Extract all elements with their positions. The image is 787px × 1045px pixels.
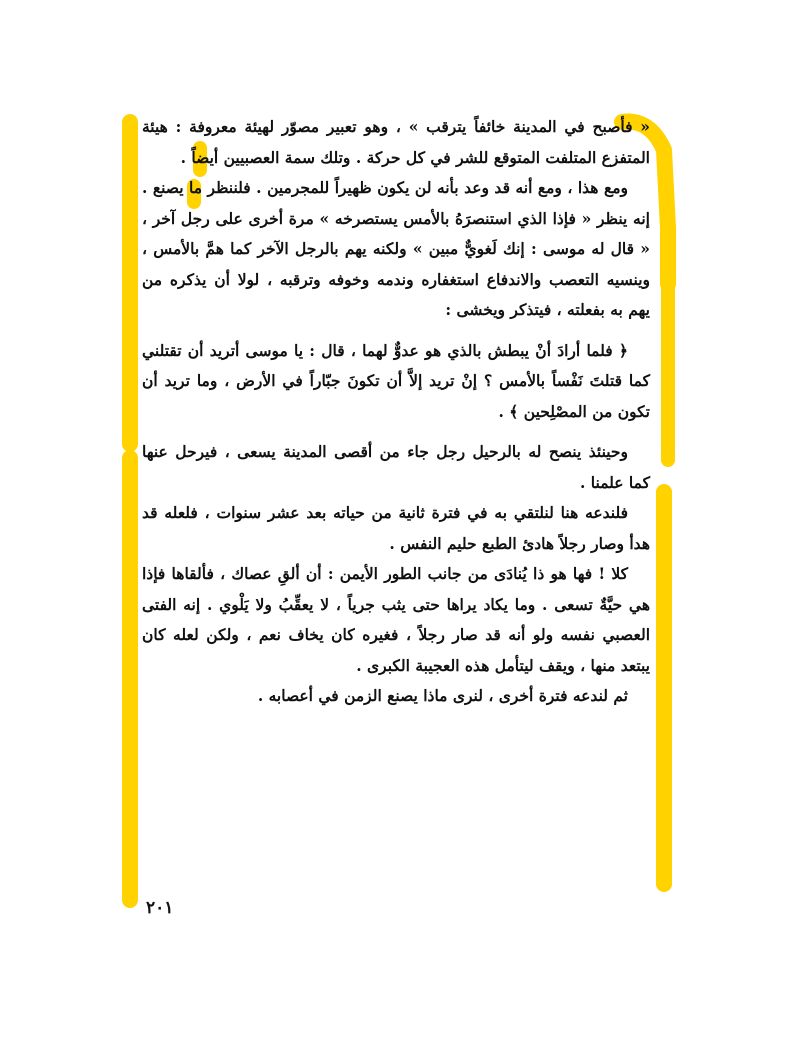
paragraph: كلا ! فها هو ذا يُنادَى من جانب الطور الأيمن : أن ألقِ عصاك ، فألقاها فإذا هي حيَّةٌ تسعى . وما يكاد يراها حتى يثب جرياً ، لا يعقِّبُ ولا يَلْوي . إنه الفتى العصبي نفسه ولو أنه قد صار رجلاً ، فغيره كان يخاف نعم ، ولكن لعله كان يبتعد منها ، ويقف ليتأمل هذه العجيبة الكبرى . xyxy=(142,564,650,675)
paragraph: وحينئذ ينصح له بالرحيل رجل جاء من أقصى المدينة يسعى ، فيرحل عنها كما علمنا . xyxy=(142,442,650,492)
body-text xyxy=(142,112,650,712)
quran-quote: ﴿ فلما أرادَ أنْ يبطش بالذي هو عدوٌّ لهما ، قال : يا موسى أتريد أن تقتلني كما قتلتَ نَفْساً بالأمس ؟ إنْ تريد إلاَّ أن تكونَ جبّاراً في الأرض ، وما تريد أن تكون من المصْلِحين ﴾ . xyxy=(142,340,650,421)
paragraph: ثم لندعه فترة أخرى ، لنرى ماذا يصنع الزمن في أعصابه . xyxy=(257,686,628,705)
paragraph: ومع هذا ، ومع أنه قد وعد بأنه لن يكون ظهيراً للمجرمين . فلننظر ما يصنع . إنه ينظر « فإذا الذي استنصرَهُ بالأمس يستصرخه » مرة أخرى على رجل آخر ، « قال له موسى : إنك لَغويٌّ مبين » ولكنه يهم بالرجل الآخر كما همَّ بالأمس ، وينسيه التعصب والاندفاع استغفاره وندمه وخوفه وترقبه ، لولا أن يذكره من يهم به بفعلته ، فيتذكر ويخشى : xyxy=(142,178,650,319)
paragraph: فلندعه هنا لنلتقي به في فترة ثانية من حياته بعد عشر سنوات ، فلعله قد هدأ وصار رجلاً هادئ الطبع حليم النفس . xyxy=(142,503,650,553)
paragraph: « فأصبح في المدينة خائفاً يترقب » ، وهو تعبير مصوّر لهيئة معروفة : هيئة المتفزع المتلفت المتوقع للشر في كل حركة . وتلك سمة العصبيين أيضاً . xyxy=(142,117,650,167)
page-number: ٢٠١ xyxy=(146,898,174,918)
